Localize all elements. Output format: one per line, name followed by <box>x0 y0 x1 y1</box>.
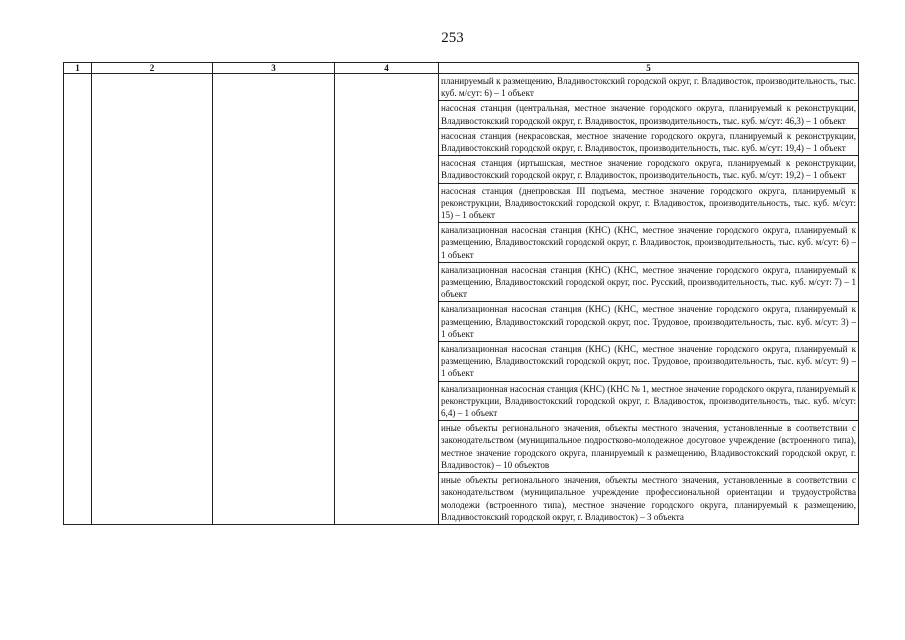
page-number: 253 <box>441 30 464 46</box>
object-entry: иные объекты регионального значения, объекты местного значения, установленные в соответствии с законодательством (муниципальное учреждение профессиональной ориентации и трудоустройства молодежи (встроенного типа), местное значение городского округа, планируемый к размещению, Владивостокский городской округ, г. Владивосток) – 3 объекта <box>439 472 858 524</box>
column-3-cell <box>213 74 335 525</box>
column-5-cell <box>439 74 859 525</box>
object-entry: канализационная насосная станция (КНС) (КНС № 1, местное значение городского округа, планируемый к реконструкции, Владивостокский городской округ, г. Владивосток, производительность, тыс. куб. м/сут: 6,4) – 1 объект <box>439 381 858 421</box>
column-1-cell <box>64 74 92 525</box>
document-table <box>63 62 859 525</box>
table-row <box>64 74 859 525</box>
column-header-3: 3 <box>213 63 335 74</box>
column-header-4: 4 <box>335 63 439 74</box>
object-entry: канализационная насосная станция (КНС) (КНС, местное значение городского округа, планируемый к размещению, Владивостокский городской округ, пос. Трудовое, производительность, тыс. куб. м/сут: 9) – 1 объект <box>439 341 858 381</box>
column-4-cell <box>335 74 439 525</box>
object-entry: канализационная насосная станция (КНС) (КНС, местное значение городского округа, планируемый к размещению, Владивостокский городской округ, пос. Русский, производительность, тыс. куб. м/сут: 7) – 1 объект <box>439 262 858 302</box>
object-entry: планируемый к размещению, Владивостокский городской округ, г. Владивосток, производительность, тыс. куб. м/сут: 6) – 1 объект <box>441 76 856 99</box>
object-entry: насосная станция (центральная, местное значение городского округа, планируемый к реконструкции, Владивостокский городской округ, г. Владивосток, производительность, тыс. куб. м/сут: 46,3) – 1 объект <box>439 100 858 127</box>
object-entry: насосная станция (некрасовская, местное значение городского округа, планируемый к реконструкции, Владивостокский городской округ, г. Владивосток, производительность, тыс. куб. м/сут: 19,4) – 1 объект <box>439 128 858 155</box>
object-entry: иные объекты регионального значения, объекты местного значения, установленные в соответствии с законодательством (муниципальное подростково-молодежное досуговое учреждение (встроенного типа), местное значение городского округа, планируемый к размещению, Владивостокский городской округ, г. Владивосток) – 10 объектов <box>439 420 858 472</box>
object-entry: канализационная насосная станция (КНС) (КНС, местное значение городского округа, планируемый к размещению, Владивостокский городской округ, г. Владивосток, производительность, тыс. куб. м/сут: 6) – 1 объект <box>439 222 858 262</box>
table-header-row <box>64 63 859 74</box>
object-entry: насосная станция (иртышская, местное значение городского округа, планируемый к реконструкции, Владивостокский городской округ, г. Владивосток, производительность, тыс. куб. м/сут: 19,2) – 1 объект <box>439 155 858 182</box>
object-entry: канализационная насосная станция (КНС) (КНС, местное значение городского округа, планируемый к размещению, Владивостокский городской округ, пос. Трудовое, производительность, тыс. куб. м/сут: 3) – 1 объект <box>439 301 858 341</box>
column-header-1: 1 <box>64 63 92 74</box>
column-header-5: 5 <box>439 63 859 74</box>
object-entry: насосная станция (днепровская III подъема, местное значение городского округа, планируемый к реконструкции, Владивостокский городской округ, г. Владивосток, производительность, тыс. куб. м/сут: 15) – 1 объект <box>439 183 858 223</box>
column-2-cell <box>92 74 213 525</box>
column-header-2: 2 <box>92 63 213 74</box>
